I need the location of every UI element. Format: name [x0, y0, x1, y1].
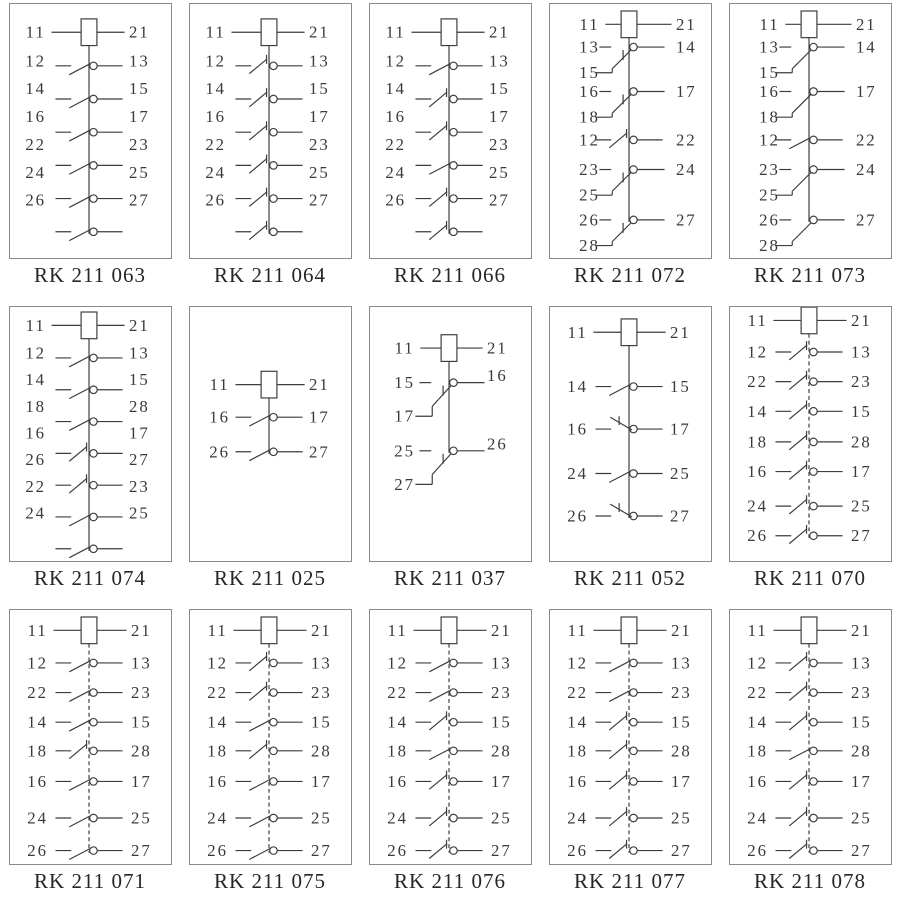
terminal-label-right: 22 [855, 130, 877, 150]
relay-panel [720, 606, 900, 912]
coil-terminal-right: 21 [310, 620, 332, 640]
relay-panel [0, 303, 180, 606]
terminal-label-left: 14 [746, 401, 768, 421]
terminal-label-left: 18 [566, 741, 588, 761]
terminal-label-right: 25 [128, 162, 150, 182]
terminal-label-left: 24 [384, 162, 406, 182]
terminal-label-left: 26 [26, 841, 48, 861]
coil-symbol [801, 617, 817, 644]
terminal-label-left: 12 [578, 130, 600, 150]
relay-panel [0, 0, 180, 303]
panel-caption: RK 211 071 [34, 869, 146, 893]
terminal-label-right: 27 [850, 526, 872, 546]
coil-terminal-left: 11 [747, 620, 768, 640]
terminal-label-right: 15 [130, 712, 152, 732]
terminal-label-left: 16 [746, 771, 768, 791]
panel-caption: RK 211 074 [34, 566, 146, 590]
coil-symbol [441, 19, 457, 46]
terminal-label-right: 17 [850, 462, 872, 482]
terminal-label-left: 15 [393, 373, 415, 393]
coil-terminal-right: 21 [675, 14, 697, 34]
terminal-label-left: 22 [26, 683, 48, 703]
terminal-label-right: 23 [670, 683, 692, 703]
terminal-label-right: 17 [310, 771, 332, 791]
coil-terminal-right: 21 [486, 338, 508, 358]
diagram-box [369, 306, 532, 562]
terminal-label-right: 13 [128, 343, 150, 363]
coil-symbol [81, 617, 97, 644]
terminal-label-left: 12 [386, 653, 408, 673]
terminal-label-right: 27 [308, 190, 330, 210]
relay-schematic [370, 610, 531, 864]
terminal-label-left: 24 [566, 808, 588, 828]
relay-schematic [190, 610, 351, 864]
coil-symbol [441, 617, 457, 644]
terminal-label-left: 18 [746, 432, 768, 452]
terminal-label-right: 25 [128, 503, 150, 523]
terminal-label-right: 13 [850, 342, 872, 362]
coil-terminal-right: 21 [130, 620, 152, 640]
diagram-box [729, 3, 892, 259]
terminal-label-right: 25 [490, 808, 512, 828]
coil-symbol [621, 319, 637, 346]
terminal-label-right: 27 [490, 841, 512, 861]
terminal-label-right: 25 [308, 162, 330, 182]
terminal-label-left: 26 [204, 190, 226, 210]
diagram-box [9, 609, 172, 865]
coil-terminal-right: 21 [128, 22, 150, 42]
terminal-label-right: 15 [670, 712, 692, 732]
terminal-label-right: 28 [310, 741, 332, 761]
terminal-label-left: 12 [204, 51, 226, 71]
terminal-label-left: 18 [758, 107, 780, 127]
relay-panel [0, 606, 180, 912]
terminal-label-right: 13 [310, 653, 332, 673]
terminal-label-left: 18 [386, 741, 408, 761]
panel-caption: RK 211 066 [394, 263, 506, 287]
relay-panel [180, 606, 360, 912]
relay-schematic [730, 4, 891, 258]
coil-symbol [801, 307, 817, 334]
relay-schematic [730, 307, 891, 561]
terminal-label-right: 27 [310, 841, 332, 861]
terminal-label-left: 24 [746, 496, 768, 516]
relay-schematic [550, 610, 711, 864]
terminal-label-right: 13 [488, 51, 510, 71]
terminal-label-right: 13 [490, 653, 512, 673]
terminal-label-left: 12 [758, 130, 780, 150]
terminal-label-right: 23 [850, 372, 872, 392]
terminal-label-right: 23 [308, 134, 330, 154]
terminal-label-left: 26 [384, 190, 406, 210]
terminal-label-right: 15 [308, 79, 330, 99]
coil-terminal-left: 11 [394, 338, 415, 358]
terminal-label-right: 17 [128, 423, 150, 443]
terminal-label-left: 16 [746, 462, 768, 482]
coil-symbol [261, 19, 277, 46]
terminal-label-right: 16 [486, 366, 508, 386]
terminal-label-right: 27 [128, 190, 150, 210]
diagram-box [189, 306, 352, 562]
terminal-label-right: 25 [850, 808, 872, 828]
terminal-label-left: 26 [566, 841, 588, 861]
relay-panel [720, 303, 900, 606]
terminal-label-left: 27 [393, 474, 415, 494]
terminal-label-right: 27 [670, 841, 692, 861]
coil-terminal-left: 11 [567, 322, 588, 342]
relay-schematic [10, 307, 171, 561]
terminal-label-right: 28 [850, 432, 872, 452]
terminal-label-right: 15 [850, 712, 872, 732]
relay-panel [540, 0, 720, 303]
terminal-label-left: 24 [566, 464, 588, 484]
terminal-label-right: 17 [850, 771, 872, 791]
terminal-label-right: 27 [308, 442, 330, 462]
terminal-label-left: 13 [578, 37, 600, 57]
terminal-label-left: 14 [384, 79, 406, 99]
terminal-label-left: 26 [24, 450, 46, 470]
terminal-label-left: 28 [578, 236, 600, 256]
terminal-label-left: 24 [386, 808, 408, 828]
terminal-label-right: 15 [669, 377, 691, 397]
terminal-label-left: 16 [384, 107, 406, 127]
terminal-label-right: 14 [675, 37, 697, 57]
coil-terminal-left: 11 [758, 14, 780, 34]
terminal-label-left: 12 [26, 653, 48, 673]
panel-caption: RK 211 037 [394, 566, 506, 590]
terminal-label-right: 17 [675, 81, 697, 101]
terminal-label-right: 27 [850, 841, 872, 861]
panel-caption: RK 211 070 [754, 566, 866, 590]
terminal-label-right: 23 [128, 134, 150, 154]
coil-terminal-right: 21 [128, 315, 150, 335]
terminal-label-right: 15 [488, 79, 510, 99]
terminal-label-left: 15 [578, 63, 600, 83]
coil-terminal-left: 11 [567, 620, 588, 640]
terminal-label-left: 24 [26, 808, 48, 828]
terminal-label-left: 14 [566, 712, 588, 732]
terminal-label-right: 15 [128, 79, 150, 99]
terminal-label-left: 14 [24, 370, 46, 390]
terminal-label-right: 23 [128, 476, 150, 496]
relay-schematic [370, 4, 531, 258]
diagram-box [549, 609, 712, 865]
coil-symbol [441, 335, 457, 362]
terminal-label-right: 17 [488, 107, 510, 127]
coil-terminal-right: 21 [850, 310, 872, 330]
terminal-label-right: 15 [128, 370, 150, 390]
terminal-label-left: 14 [26, 712, 48, 732]
terminal-label-left: 12 [566, 653, 588, 673]
terminal-label-left: 14 [204, 79, 226, 99]
terminal-label-right: 23 [130, 683, 152, 703]
panel-caption: RK 211 064 [214, 263, 326, 287]
coil-terminal-left: 11 [747, 310, 768, 330]
coil-symbol [621, 11, 637, 38]
relay-panel [360, 303, 540, 606]
terminal-label-left: 12 [746, 653, 768, 673]
relay-schematic [10, 610, 171, 864]
terminal-label-left: 22 [206, 683, 228, 703]
terminal-label-left: 14 [206, 712, 228, 732]
terminal-label-left: 16 [204, 107, 226, 127]
terminal-label-left: 26 [208, 442, 230, 462]
terminal-label-left: 16 [24, 107, 46, 127]
terminal-label-left: 16 [24, 423, 46, 443]
terminal-label-left: 22 [746, 372, 768, 392]
coil-terminal-left: 11 [385, 22, 406, 42]
panel-caption: RK 211 073 [754, 263, 866, 287]
coil-terminal-right: 21 [669, 322, 691, 342]
terminal-label-left: 28 [758, 236, 780, 256]
relay-panel [540, 606, 720, 912]
terminal-label-left: 22 [384, 134, 406, 154]
terminal-label-left: 22 [24, 476, 46, 496]
terminal-label-left: 15 [758, 63, 780, 83]
relay-schematic [190, 307, 351, 561]
terminal-label-left: 12 [24, 51, 46, 71]
terminal-label-left: 16 [208, 407, 230, 427]
terminal-label-left: 16 [206, 771, 228, 791]
terminal-label-right: 23 [490, 683, 512, 703]
relay-panel [360, 606, 540, 912]
terminal-label-left: 24 [746, 808, 768, 828]
relay-panel [180, 0, 360, 303]
terminal-label-left: 18 [206, 741, 228, 761]
terminal-label-left: 12 [206, 653, 228, 673]
terminal-label-right: 28 [670, 741, 692, 761]
coil-symbol [261, 617, 277, 644]
relay-schematic [550, 307, 711, 561]
terminal-label-right: 24 [855, 160, 877, 180]
diagram-box [9, 3, 172, 259]
terminal-label-right: 28 [130, 741, 152, 761]
relay-schematic [190, 4, 351, 258]
coil-terminal-right: 21 [855, 14, 877, 34]
terminal-label-right: 17 [128, 107, 150, 127]
terminal-label-left: 14 [386, 712, 408, 732]
coil-terminal-right: 21 [670, 620, 692, 640]
terminal-label-left: 13 [758, 37, 780, 57]
terminal-label-left: 24 [24, 162, 46, 182]
diagram-box [189, 3, 352, 259]
terminal-label-left: 24 [206, 808, 228, 828]
terminal-label-right: 23 [488, 134, 510, 154]
terminal-label-right: 28 [128, 396, 150, 416]
terminal-label-right: 17 [669, 419, 691, 439]
terminal-label-left: 18 [24, 396, 46, 416]
terminal-label-right: 17 [308, 107, 330, 127]
terminal-label-right: 26 [486, 434, 508, 454]
terminal-label-left: 16 [758, 81, 780, 101]
terminal-label-left: 16 [578, 81, 600, 101]
coil-terminal-left: 11 [209, 375, 230, 395]
terminal-label-right: 13 [670, 653, 692, 673]
coil-terminal-left: 11 [27, 620, 48, 640]
coil-terminal-left: 11 [25, 22, 46, 42]
terminal-label-right: 27 [855, 210, 877, 230]
relay-schematic [730, 610, 891, 864]
terminal-label-right: 17 [490, 771, 512, 791]
terminal-label-right: 25 [488, 162, 510, 182]
terminal-label-right: 24 [675, 160, 697, 180]
terminal-label-right: 22 [675, 130, 697, 150]
terminal-label-right: 27 [488, 190, 510, 210]
relay-panel [360, 0, 540, 303]
terminal-label-right: 27 [675, 210, 697, 230]
terminal-label-left: 12 [746, 342, 768, 362]
diagram-box [369, 3, 532, 259]
terminal-label-left: 16 [386, 771, 408, 791]
terminal-label-left: 22 [386, 683, 408, 703]
diagram-box [369, 609, 532, 865]
terminal-label-right: 23 [850, 683, 872, 703]
terminal-label-left: 23 [578, 160, 600, 180]
coil-terminal-right: 21 [490, 620, 512, 640]
terminal-label-left: 14 [566, 377, 588, 397]
terminal-label-right: 17 [670, 771, 692, 791]
terminal-label-right: 15 [310, 712, 332, 732]
panel-caption: RK 211 075 [214, 869, 326, 893]
relay-panel [720, 0, 900, 303]
diagram-box [549, 3, 712, 259]
terminal-label-right: 17 [308, 407, 330, 427]
terminal-label-left: 26 [24, 190, 46, 210]
terminal-label-left: 26 [206, 841, 228, 861]
coil-symbol [801, 11, 817, 38]
coil-terminal-left: 11 [207, 620, 228, 640]
terminal-label-right: 15 [850, 401, 872, 421]
coil-terminal-right: 21 [488, 22, 510, 42]
relay-panel [180, 303, 360, 606]
terminal-label-left: 26 [746, 841, 768, 861]
terminal-label-right: 15 [490, 712, 512, 732]
relay-panel [540, 303, 720, 606]
diagram-box [729, 609, 892, 865]
terminal-label-left: 18 [26, 741, 48, 761]
diagram-box [189, 609, 352, 865]
terminal-label-left: 26 [386, 841, 408, 861]
panel-caption: RK 211 063 [34, 263, 146, 287]
terminal-label-left: 17 [393, 406, 415, 426]
terminal-label-right: 28 [850, 741, 872, 761]
terminal-label-left: 12 [24, 343, 46, 363]
terminal-label-right: 25 [670, 808, 692, 828]
panel-caption: RK 211 025 [214, 566, 326, 590]
terminal-label-left: 23 [758, 160, 780, 180]
terminal-label-left: 16 [26, 771, 48, 791]
terminal-label-left: 26 [578, 210, 600, 230]
terminal-label-left: 26 [566, 506, 588, 526]
terminal-label-right: 27 [128, 450, 150, 470]
terminal-label-left: 26 [746, 526, 768, 546]
panel-caption: RK 211 052 [574, 566, 686, 590]
terminal-label-right: 28 [490, 741, 512, 761]
coil-terminal-right: 21 [850, 620, 872, 640]
terminal-label-right: 25 [669, 464, 691, 484]
terminal-label-right: 13 [128, 51, 150, 71]
panel-caption: RK 211 072 [574, 263, 686, 287]
terminal-label-left: 14 [746, 712, 768, 732]
coil-terminal-right: 21 [308, 22, 330, 42]
terminal-label-left: 22 [204, 134, 226, 154]
terminal-label-right: 13 [130, 653, 152, 673]
terminal-label-right: 14 [855, 37, 877, 57]
terminal-label-left: 12 [384, 51, 406, 71]
terminal-label-right: 23 [310, 683, 332, 703]
terminal-label-left: 25 [578, 185, 600, 205]
terminal-label-left: 22 [746, 683, 768, 703]
terminal-label-right: 25 [850, 496, 872, 516]
terminal-label-right: 13 [850, 653, 872, 673]
relay-schematic [370, 307, 531, 561]
terminal-label-left: 25 [758, 185, 780, 205]
relay-schematic [10, 4, 171, 258]
panel-caption: RK 211 076 [394, 869, 506, 893]
panel-caption: RK 211 077 [574, 869, 686, 893]
terminal-label-left: 18 [746, 741, 768, 761]
coil-terminal-left: 11 [25, 315, 46, 335]
terminal-label-right: 13 [308, 51, 330, 71]
diagram-box [9, 306, 172, 562]
diagram-box [729, 306, 892, 562]
terminal-label-left: 25 [393, 441, 415, 461]
relay-schematic [550, 4, 711, 258]
coil-symbol [621, 617, 637, 644]
terminal-label-left: 18 [578, 107, 600, 127]
coil-terminal-left: 11 [387, 620, 408, 640]
coil-terminal-left: 11 [205, 22, 226, 42]
coil-symbol [81, 312, 97, 339]
terminal-label-left: 16 [566, 771, 588, 791]
panel-caption: RK 211 078 [754, 869, 866, 893]
terminal-label-left: 24 [204, 162, 226, 182]
diagram-box [549, 306, 712, 562]
coil-symbol [81, 19, 97, 46]
terminal-label-left: 24 [24, 503, 46, 523]
terminal-label-right: 25 [130, 808, 152, 828]
coil-terminal-right: 21 [308, 375, 330, 395]
terminal-label-left: 22 [566, 683, 588, 703]
coil-terminal-left: 11 [578, 14, 600, 34]
terminal-label-left: 14 [24, 79, 46, 99]
terminal-label-right: 25 [310, 808, 332, 828]
coil-symbol [261, 371, 277, 398]
terminal-label-right: 27 [130, 841, 152, 861]
terminal-label-left: 22 [24, 134, 46, 154]
terminal-label-left: 16 [566, 419, 588, 439]
terminal-label-right: 27 [669, 506, 691, 526]
terminal-label-right: 17 [855, 81, 877, 101]
terminal-label-left: 26 [758, 210, 780, 230]
terminal-label-right: 17 [130, 771, 152, 791]
